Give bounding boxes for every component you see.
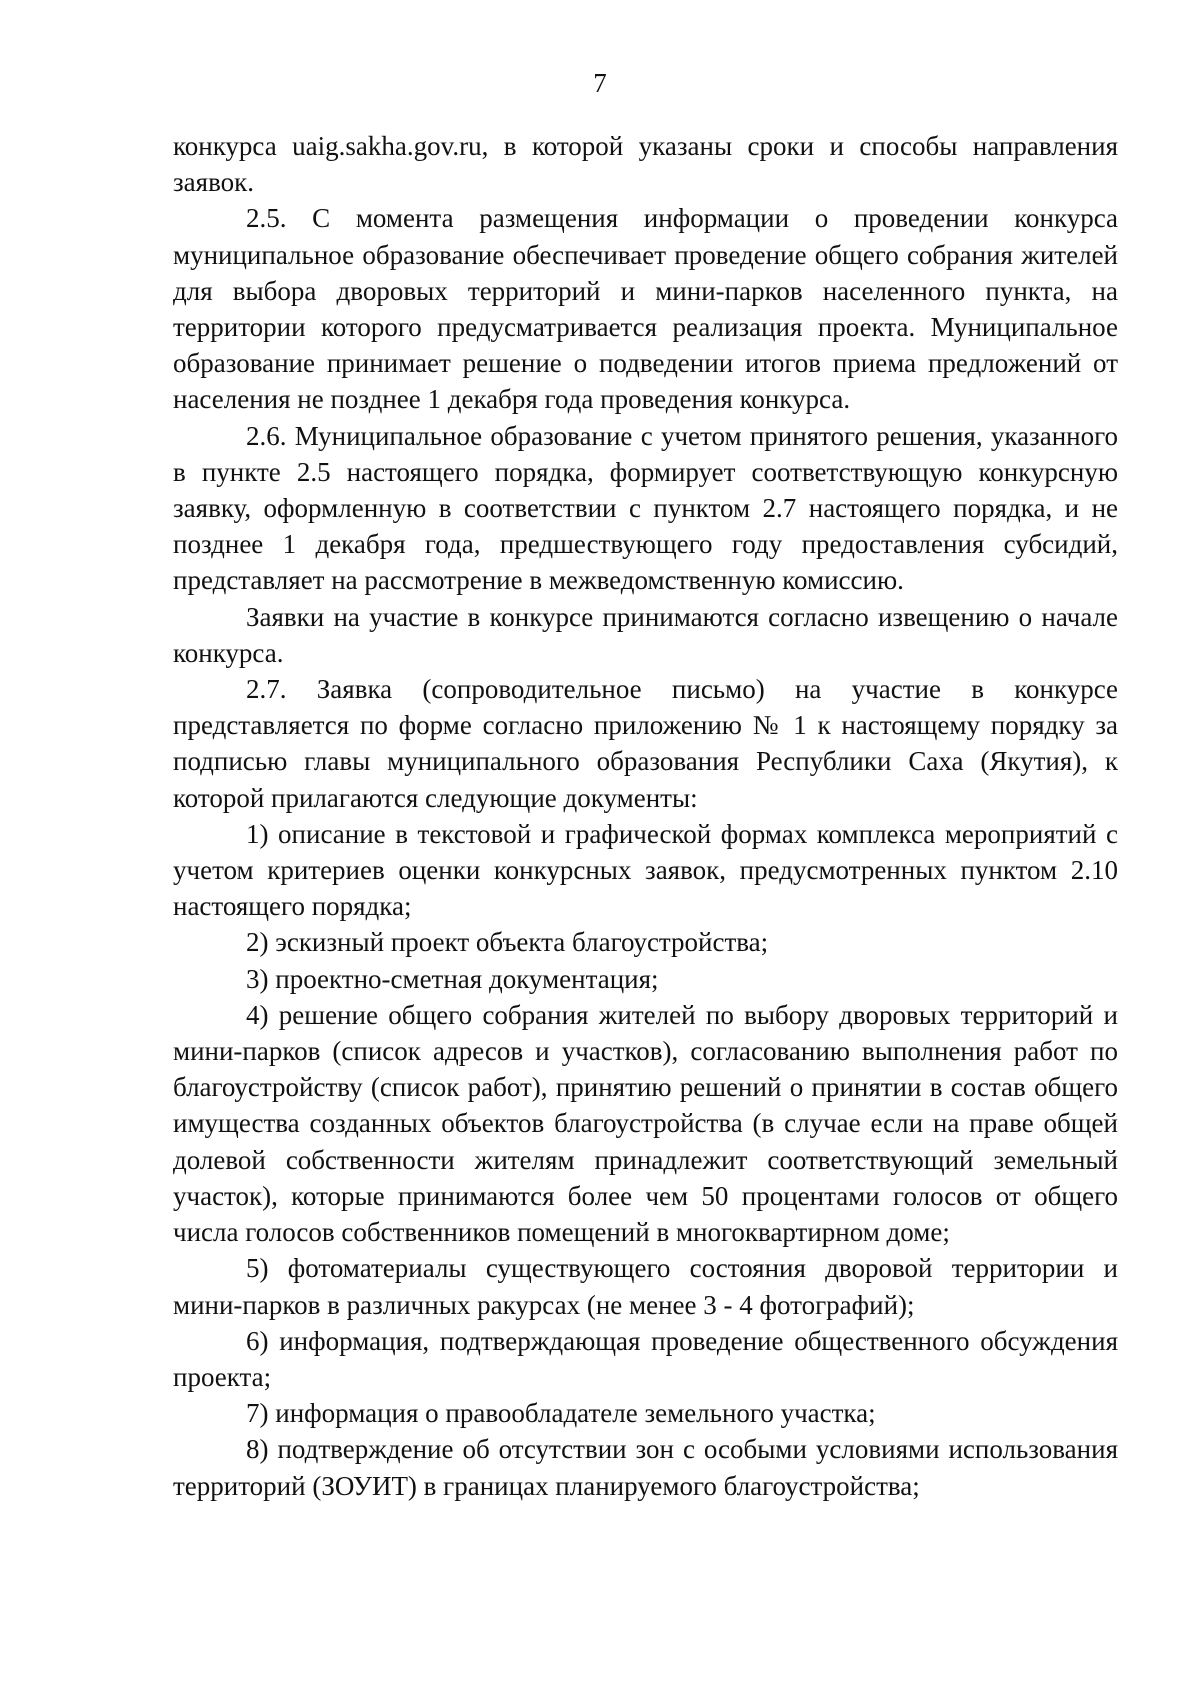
list-item-8: 8) подтверждение об отсутствии зон с особыми условиями использования территорий (ЗОУИТ) в границах планируемого благоустройства;	[173, 1434, 1118, 1501]
paragraph-applications: Заявки на участие в конкурсе принимаются согласно извещению о начале конкурса.	[173, 601, 1118, 668]
list-item-5: 5) фотоматериалы существующего состояния дворовой территории и мини-парков в различных ракурсах (не менее 3 - 4 фотографий);	[173, 1253, 1118, 1320]
paragraph-2-7: 2.7. Заявка (сопроводительное письмо) на участие в конкурсе представляется по форме согласно приложению № 1 к настоящему порядку за подписью главы муниципального образования Республики Саха (Якутия), к которой прилагаются следующие документы:	[173, 674, 1118, 813]
list-item-2: 2) эскизный проект объекта благоустройства;	[246, 927, 769, 958]
list-item-1: 1) описание в текстовой и графической формах комплекса мероприятий с учетом критериев оценки конкурсных заявок, предусмотренных пунктом 2.10 настоящего порядка;	[173, 818, 1118, 922]
list-item-4: 4) решение общего собрания жителей по выбору дворовых территорий и мини-парков (список адресов и участков), согласованию выполнения работ по благоустройству (список работ), принятию решений о принятии в состав общего имущества созданных объектов благоустройства (в случае если на праве общей долевой собственности жителям принадлежит соответствующий земельный участок), которые принимаются более чем 50 процентами голосов от общего числа голосов собственников помещений в многоквартирном доме;	[173, 999, 1118, 1248]
page-number: 7	[593, 68, 607, 98]
paragraph-2-5: 2.5. С момента размещения информации о проведении конкурса муниципальное образование обеспечивает проведение общего собрания жителей для выбора дворовых территорий и мини-парков населенного пункта, на территории которого предусматривается реализация проекта. Муниципальное образование принимает решение о подведении итогов приема предложений от населения не позднее 1 декабря года проведения конкурса.	[173, 203, 1118, 415]
document-body	[173, 128, 1118, 1504]
paragraph-2-6: 2.6. Муниципальное образование с учетом принятого решения, указанного в пункте 2.5 настоящего порядка, формирует соответствующую конкурсную заявку, оформленную в соответствии с пунктом 2.7 настоящего порядка, и не позднее 1 декабря года, предшествующего году предоставления субсидий, представляет на рассмотрение в межведомственную комиссию.	[173, 420, 1118, 596]
list-item-7: 7) информация о правообладателе земельного участка;	[246, 1398, 876, 1429]
list-item-6: 6) информация, подтверждающая проведение общественного обсуждения проекта;	[173, 1325, 1118, 1392]
paragraph-continuation: конкурса uaig.sakha.gov.ru, в которой указаны сроки и способы направления заявок.	[173, 131, 1118, 198]
list-item-3: 3) проектно-сметная документация;	[246, 963, 659, 994]
